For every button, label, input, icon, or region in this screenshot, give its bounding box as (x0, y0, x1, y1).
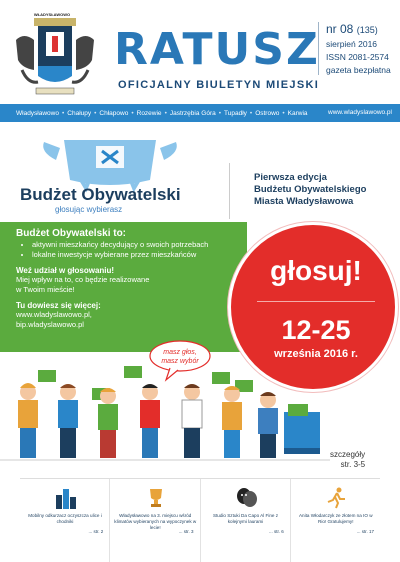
runner-icon (325, 487, 349, 509)
issue-info (318, 22, 398, 75)
more-link[interactable]: bip.wladyslawowo.pl (16, 320, 84, 329)
nav-item[interactable]: Tupadły (224, 109, 247, 117)
nav-item[interactable]: Jastrzębia Góra (169, 109, 216, 117)
edition-line: Budżetu Obywatelskiego (254, 184, 367, 195)
budget-title: Budżet Obywatelski (20, 185, 181, 204)
teaser-item[interactable] (291, 479, 380, 562)
speech-line-2: masz wybór (161, 358, 199, 365)
join-line: w Twoim mieście! (16, 285, 75, 294)
badge-divider (257, 301, 375, 302)
info-bullet: • lokalne inwestycje wybierane przez mieszkańców (32, 250, 231, 260)
vote-cta: głosuj! (270, 255, 362, 286)
teaser-page: ... str. 17 (356, 529, 374, 534)
nav-item[interactable]: Chałupy (67, 109, 92, 117)
nav-item[interactable]: Karwia (287, 109, 308, 117)
info-heading: Budżet Obywatelski to: (16, 228, 127, 239)
divider (229, 163, 230, 219)
nav-item[interactable]: Ostrowo (255, 109, 280, 117)
website-link[interactable]: www.wladyslawowo.pl (328, 109, 392, 116)
edition-line: Miasta Władysławowa (254, 196, 354, 207)
nav-item[interactable]: Rozewie (136, 109, 162, 117)
teaser-text: Studio Sztuki Da Capo Al Fine z kolejnymi laurami (212, 513, 279, 524)
budget-tagline: głosując wybierasz (55, 205, 123, 214)
teaser-text: Anita Włodarczyk ze złotem na IO w Rio! Gratulujemy! (298, 513, 373, 524)
free-note: gazeta bezpłatna (326, 65, 391, 75)
issn: ISSN 2081-2574 (326, 52, 389, 62)
city-crest-icon (12, 10, 98, 100)
teaser-page: ... str. 2 (88, 529, 104, 534)
issue-no-value: nr 08 (326, 22, 354, 36)
vote-dates: 12-25 (281, 315, 351, 345)
teaser-text: Mobilny odkurzacz oczyszcza ulice i chodniki (28, 513, 102, 524)
vote-month: września 2016 r. (274, 348, 358, 360)
edition-text (254, 172, 366, 208)
crest-label: WŁADYSŁAWOWO (33, 12, 71, 17)
join-line: Miej wpływ na to, co będzie realizowane (16, 275, 150, 284)
more-link[interactable]: www.wladyslawowo.pl, (16, 310, 92, 319)
teaser-item[interactable] (20, 479, 110, 562)
teaser-item[interactable] (110, 479, 200, 562)
info-bullet: • aktywni mieszkańcy decydujący o swoich potrzebach (32, 240, 231, 250)
join-heading: Weź udział w głosowaniu! (16, 266, 115, 275)
teaser-text: Władysławowo na 3. miejscu wśród klimatów wybieranych na wypoczynek w lecie! (114, 513, 197, 530)
theater-masks-icon (235, 487, 259, 509)
more-heading: Tu dowiesz się więcej: (16, 301, 101, 310)
edition-line: Pierwsza edycja (254, 172, 327, 183)
details-label: szczegóły (330, 450, 366, 459)
nav-item[interactable]: Chłapowo (99, 109, 129, 117)
article-teasers (20, 478, 380, 562)
issue-total-value: (135) (356, 25, 378, 35)
publication-title: RATUSZ (114, 24, 320, 75)
trophy-icon (144, 487, 168, 509)
masthead (0, 0, 400, 104)
issue-date: sierpień 2016 (326, 39, 378, 49)
teaser-item[interactable] (201, 479, 291, 562)
teaser-page: ... str. 6 (268, 529, 284, 534)
locations-bar: Władysławowo • Chałupy • Chłapowo • Rozewie • Jastrzębia Góra • Tupadły • Ostrowo • Karwia www.wladyslawowo.pl (0, 104, 400, 122)
city-icon (54, 487, 78, 509)
details-reference (330, 450, 365, 470)
details-pages: str. 3-5 (340, 460, 366, 469)
publication-subtitle: OFICJALNY BIULETYN MIEJSKI (118, 79, 320, 91)
speech-line-1: masz głos, (163, 349, 197, 356)
issue-number (326, 22, 398, 36)
teaser-page: ... str. 3 (178, 529, 194, 534)
nav-item[interactable]: Władysławowo (16, 109, 59, 117)
